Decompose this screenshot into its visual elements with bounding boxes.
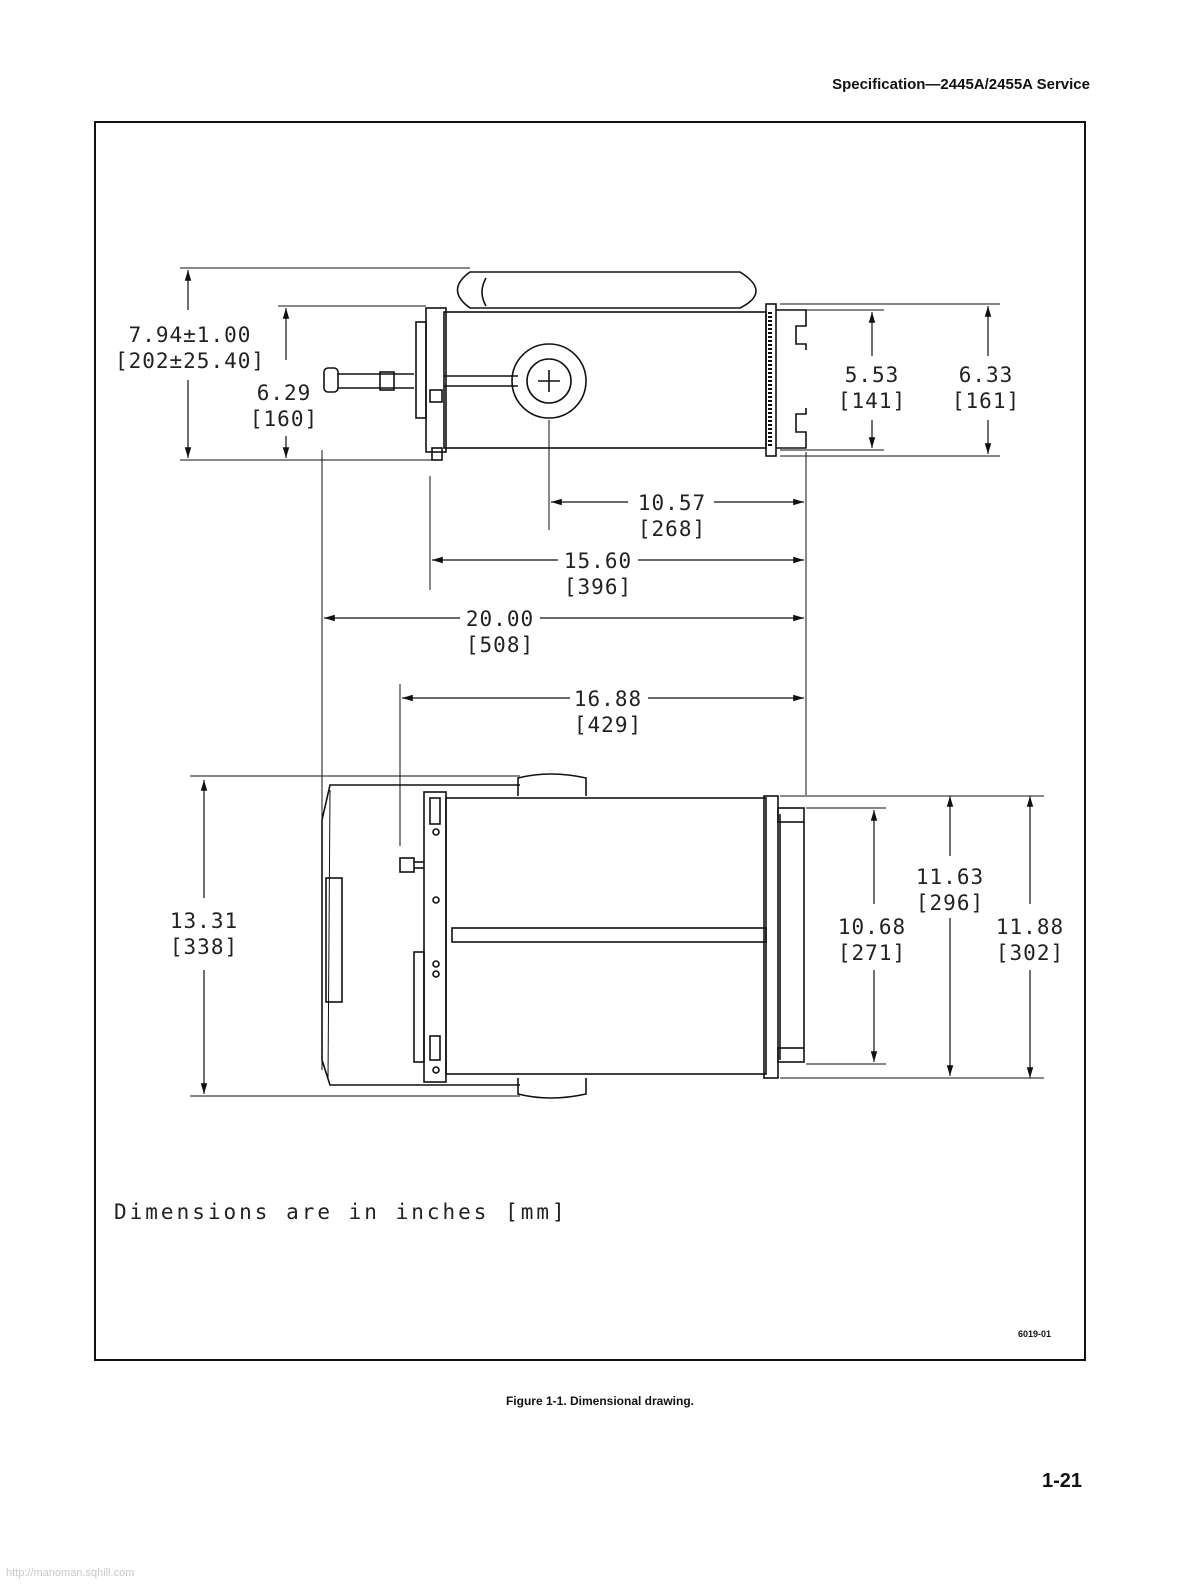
dim-top-inner-mm: [271] — [837, 941, 907, 965]
dim-to-rear-connector-mm: [429] — [573, 713, 643, 737]
dim-to-rear-panel-in: 15.60 — [563, 549, 633, 573]
side-body — [444, 312, 766, 448]
dim-handle-height-in: 7.94±1.00 — [128, 323, 252, 347]
dim-to-rear-connector-in: 16.88 — [573, 687, 643, 711]
page-number: 1-21 — [1041, 1470, 1082, 1492]
dim-top-inner-in: 10.68 — [837, 915, 907, 939]
dim-front-panel-mm: [141] — [837, 389, 907, 413]
figure-number: 6019-01 — [1018, 1329, 1052, 1339]
dim-front-panel-in: 5.53 — [844, 363, 900, 387]
dim-top-overall-in: 13.31 — [169, 909, 239, 933]
carry-handle — [458, 272, 757, 308]
dim-top-front-mm: [302] — [995, 941, 1065, 965]
dim-overall-length-mm: [508] — [465, 633, 535, 657]
units-note: Dimensions are in inches [mm] — [114, 1200, 568, 1224]
dim-front-overall-mm: [161] — [951, 389, 1021, 413]
top-handle — [322, 785, 520, 1085]
dim-top-overall-mm: [338] — [169, 935, 239, 959]
side-view — [324, 272, 806, 460]
watermark-url: http://manoman.sqhill.com — [6, 1567, 135, 1579]
top-view — [322, 774, 804, 1098]
dimension-labels — [115, 323, 1064, 965]
dim-overall-length-in: 20.00 — [465, 607, 535, 631]
dim-side-body-in: 6.29 — [256, 381, 312, 405]
dim-front-overall-in: 6.33 — [958, 363, 1014, 387]
top-body — [446, 798, 766, 1074]
dim-side-body-mm: [160] — [249, 407, 319, 431]
dim-to-rear-panel-mm: [396] — [563, 575, 633, 599]
dim-top-front-in: 11.88 — [995, 915, 1065, 939]
page-header: Specification—2445A/2455A Service — [832, 76, 1090, 93]
dim-to-knob-mm: [268] — [637, 517, 707, 541]
dim-top-body-in: 11.63 — [915, 865, 985, 889]
dim-top-body-mm: [296] — [915, 891, 985, 915]
figure-caption: Figure 1-1. Dimensional drawing. — [505, 1394, 695, 1408]
dim-to-knob-in: 10.57 — [637, 491, 707, 515]
dim-handle-height-mm: [202±25.40] — [114, 349, 266, 373]
